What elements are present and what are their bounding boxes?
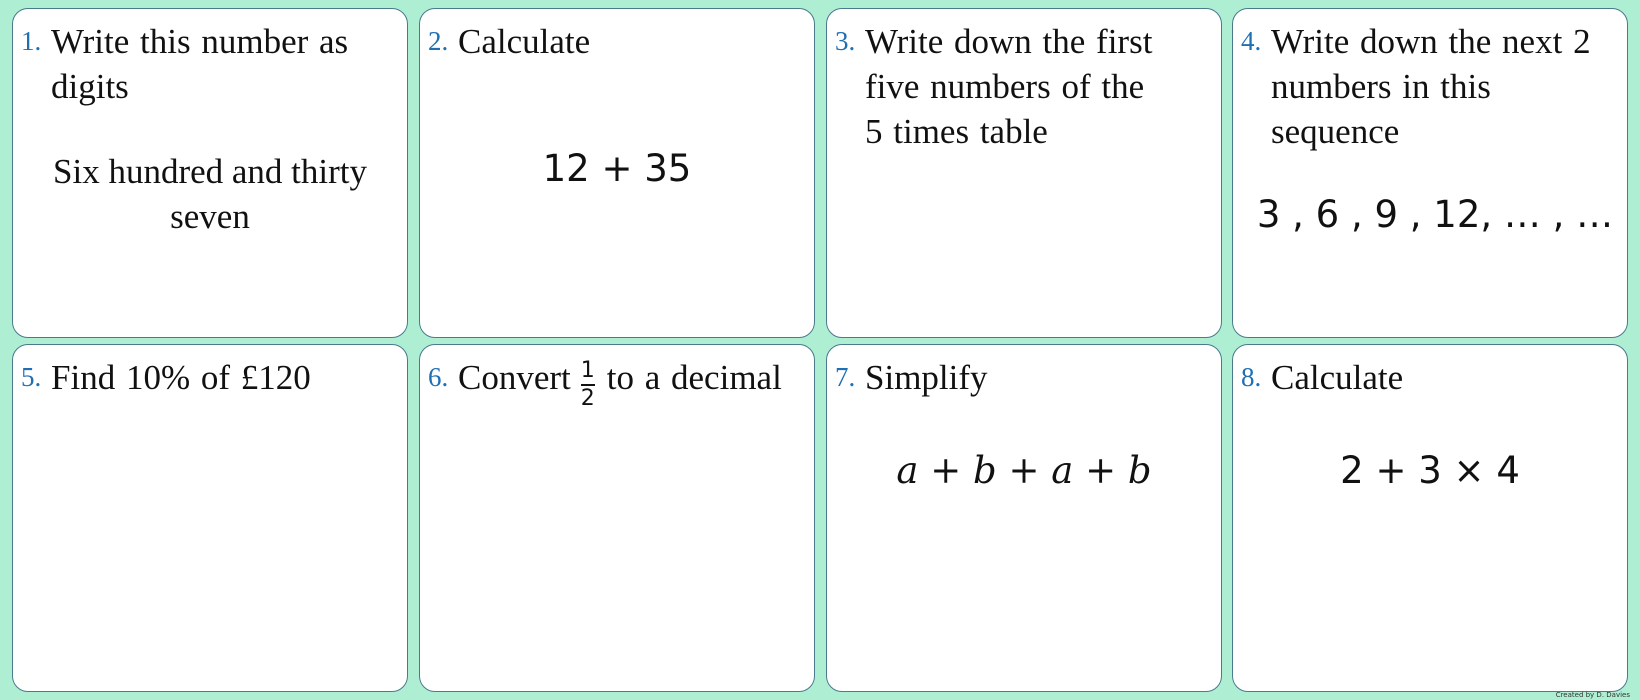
question-card-1	[12, 8, 408, 338]
question-header	[835, 19, 1215, 154]
plus-sign: +	[1375, 449, 1407, 492]
addition-expression	[420, 147, 814, 191]
author-credit: Created by D. Davies	[1555, 691, 1630, 699]
question-text: Calculate	[1271, 358, 1404, 397]
fraction	[581, 359, 595, 411]
variable: a	[896, 449, 919, 492]
variable: b	[973, 449, 997, 492]
algebra-expression	[827, 449, 1221, 493]
question-card-7	[826, 344, 1222, 692]
question-text: Find 10% of £120	[51, 358, 311, 397]
question-header	[21, 19, 401, 109]
question-header	[21, 355, 401, 400]
question-number: 4.	[1241, 26, 1262, 56]
question-number: 1.	[21, 26, 42, 56]
question-card-3	[826, 8, 1222, 338]
question-text-after: to a decimal	[606, 358, 782, 397]
variable: a	[1051, 449, 1074, 492]
question-text: Simplify	[865, 358, 988, 397]
number-in-words: Six hundred and thirty seven	[53, 152, 367, 236]
number-sequence: 3 , 6 , 9 , 12, … , …	[1256, 193, 1614, 236]
question-header	[1241, 355, 1621, 400]
plus-sign: +	[1085, 449, 1117, 492]
question-text-before: Convert	[458, 358, 571, 397]
fraction-denominator: 2	[580, 385, 595, 411]
question-header	[1241, 19, 1621, 154]
operand: 4	[1496, 449, 1520, 492]
question-number: 8.	[1241, 362, 1262, 392]
question-number: 3.	[835, 26, 856, 56]
question-number: 7.	[835, 362, 856, 392]
order-of-operations-expression	[1233, 449, 1627, 493]
question-text: Write down the first five numbers of the 5 times table	[865, 22, 1153, 151]
operand: 3	[1418, 449, 1442, 492]
question-header	[428, 355, 808, 411]
plus-sign: +	[930, 449, 962, 492]
question-card-8	[1232, 344, 1628, 692]
plus-sign: +	[601, 147, 633, 190]
question-card-2	[419, 8, 815, 338]
plus-sign: +	[1008, 449, 1040, 492]
question-number: 5.	[21, 362, 42, 392]
operand: 2	[1340, 449, 1364, 492]
question-header	[835, 355, 1215, 400]
question-card-5	[12, 344, 408, 692]
question-text	[458, 355, 782, 411]
operand: 35	[644, 147, 692, 190]
fraction-numerator: 1	[580, 358, 595, 384]
question-number: 2.	[428, 26, 449, 56]
variable: b	[1127, 449, 1152, 492]
question-header	[428, 19, 808, 64]
question-card-4	[1232, 8, 1628, 338]
question-text: Calculate	[458, 22, 591, 61]
multiply-sign: ×	[1453, 449, 1485, 492]
question-card-6	[419, 344, 815, 692]
operand: 12	[542, 147, 590, 190]
question-text: Write this number as digits	[51, 22, 349, 106]
question-number: 6.	[428, 362, 449, 392]
question-text: Write down the next 2 numbers in this sequence	[1271, 22, 1591, 151]
